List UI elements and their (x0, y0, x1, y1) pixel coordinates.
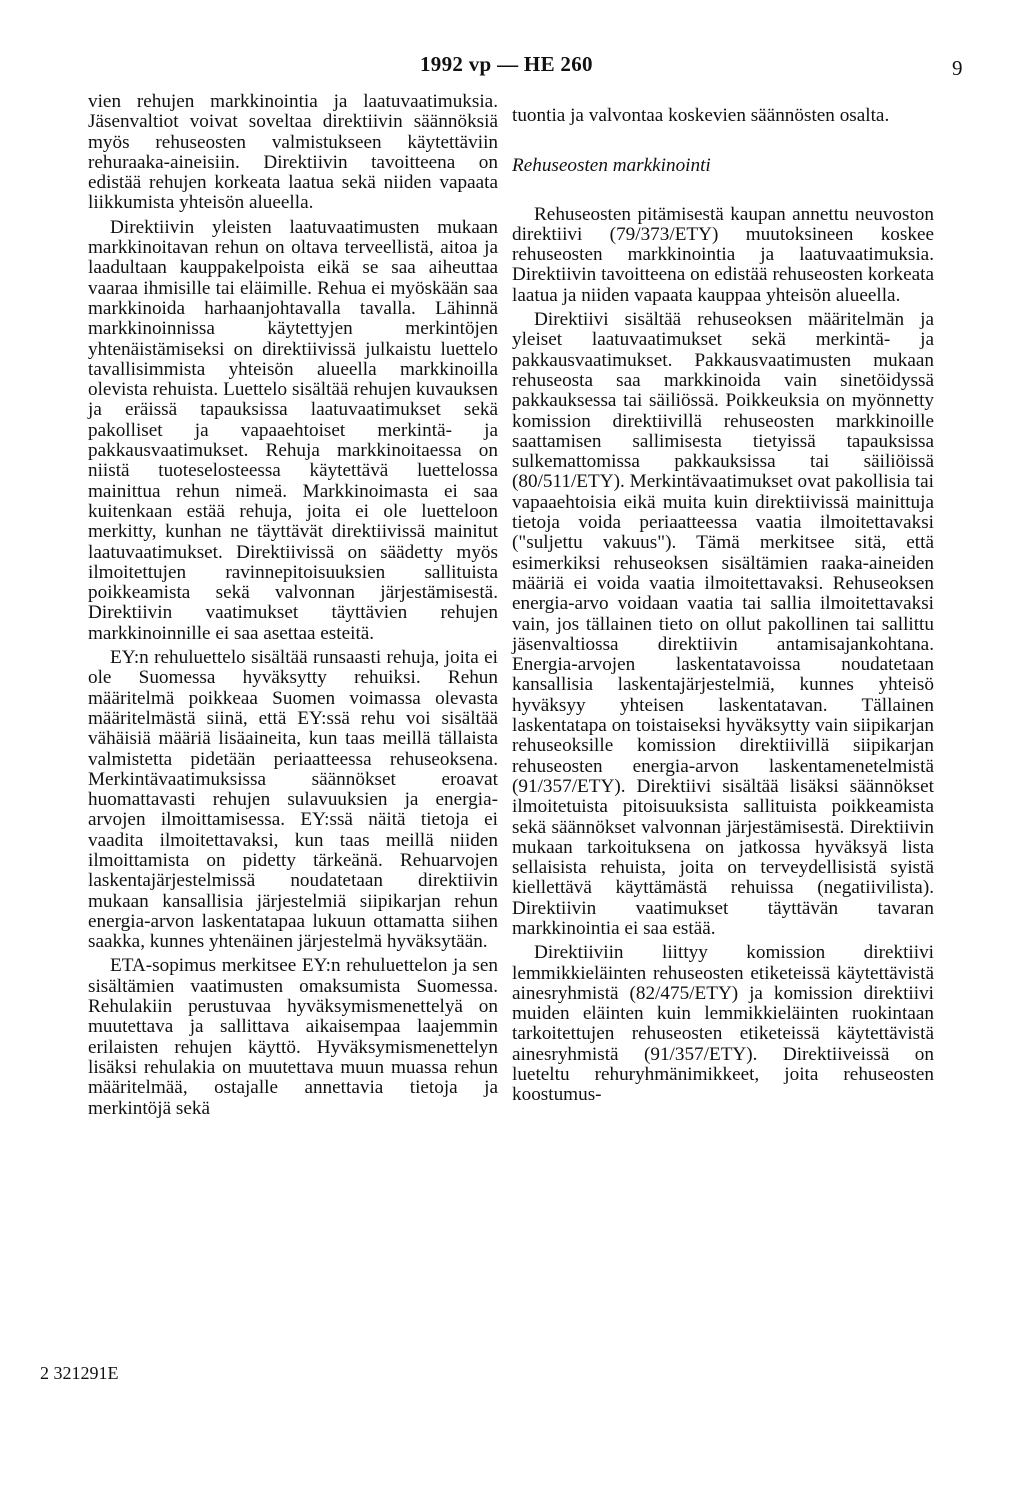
paragraph: Direktiiviin liittyy komission direktiivi lemmikkieläinten rehuseosten etiketeissä käytettävistä ainesryhmistä (82/475/ETY) ja komission direktiivi muiden eläinten kuin lemmikkieläinten ruokintaan tarkoitettujen rehuseosten etiketeissä käytettävistä ainesryhmistä (91/357/ETY). Direktiiveissä on lueteltu rehuryhmänimikkeet, joita rehuseosten koostumus- (512, 942, 934, 1106)
paragraph: vien rehujen markkinointia ja laatuvaatimuksia. Jäsenvaltiot voivat soveltaa direktiivin säännöksiä myös rehuseosten valmistukseen käytettäviin rehuraaka-aineisiin. Direktiivin tavoitteena on edistää rehujen korkeata laatua sekä niiden vapaata liikkumista yhteisön alueella. (88, 91, 498, 214)
paragraph: EY:n rehuluettelo sisältää runsaasti rehuja, joita ei ole Suomessa hyväksytty rehuiksi. Rehun määritelmä poikkeaa Suomen voimassa olevasta määritelmästä siinä, että EY:ssä rehu voi sisältää vähäisiä määriä lisäaineita, kun taas meillä tällaista valmistetta pidetään periaatteessa rehuseoksena. Merkintävaatimuksissa säännökset eroavat huomattavasti rehujen sulavuuksien ja energia-arvojen ilmoittamisessa. EY:ssä näitä tietoja ei vaadita ilmoitettavaksi, kun taas meillä niiden ilmoittamista on pidetty tärkeänä. Rehuarvojen laskentajärjestelmissä noudatetaan direktiivin mukaan kansallisia järjestelmiä siipikarjan rehun energia-arvon laskentatapaa lukuun ottamatta siihen saakka, kunnes yhtenäinen järjestelmä hyväksytään. (88, 647, 498, 953)
paragraph: Rehuseosten pitämisestä kaupan annettu neuvoston direktiivi (79/373/ETY) muutoksineen koskee rehuseosten markkinointia ja laatuvaatimuksia. Direktiivin tavoitteena on edistää rehuseosten korkeata laatua ja niiden vapaata kauppaa yhteisön alueella. (512, 203, 934, 306)
running-title: 1992 vp — HE 260 (420, 52, 593, 76)
paragraph: ETA-sopimus merkitsee EY:n rehuluettelon ja sen sisältämien vaatimusten omaksumista Suomessa. Rehulakiin perustuvaa hyväksymismenettelyä on muutettava ja sallittava aikaisempaa laajemmin erilaisten rehujen käyttö. Hyväksymismenettelyn lisäksi rehulakia on muutettava muun muassa rehun määritelmää, ostajalle annettavia tietoja ja merkintöjä sekä (88, 955, 498, 1119)
section-heading: Rehuseosten markkinointi (512, 155, 711, 177)
right-column (512, 106, 934, 1110)
page-header (0, 52, 1024, 82)
paragraph: Direktiivi sisältää rehuseoksen määritelmän ja yleiset laatuvaatimukset sekä merkintä- ja pakkausvaatimukset. Pakkausvaatimusten mukaan rehuseosta saa markkinoida vain sinetöidyssä pakkauksessa tai säiliössä. Poikkeuksia on myönnetty komission direktiivillä rehuseosten markkinoille saattamisen sallimisesta tietyissä tapauksissa sulkemattomissa pakkauksissa tai säiliöissä (80/511/ETY). Merkintävaatimukset ovat pakollisia tai vapaaehtoisia eikä muita kuin direktiivissä mainittuja tietoja voida periaatteessa vaatia ilmoitettavaksi ("suljettu vakuus"). Tämä merkitsee sitä, että esimerkiksi rehuseoksen sisältämien raaka-aineiden määriä ei voida vaatia ilmoitettavaksi. Rehuseoksen energia-arvo voidaan vaatia tai sallia ilmoitettavaksi vain, jos tällainen tieto on ollut pakollinen tai sallittu jäsenvaltiossa direktiivin antamisajankohtana. Energia-arvojen laskentatavoissa noudatetaan kansallisia laskentajärjestelmiä, kunnes yhteisö hyväksyy yhteisen laskentatavan. Tällainen laskentatapa on toistaiseksi hyväksytty vain siipikarjan rehuseoksille komission direktiivillä siipikarjan rehuseosten energia-arvon laskentamenetelmistä (91/357/ETY). Direktiivi sisältää lisäksi säännökset ilmoitetuista pitoisuuksista sallituista poikkeamista sekä säännökset valvonnan järjestämisestä. Direktiivin mukaan tarkoituksena on jatkossa hyväksyä lista sellaisista rehuista, joita on terveydellisistä syistä kiellettävä käyttämästä rehuissa (negatiivilista). Direktiivin vaatimukset täyttävän tavaran markkinointia ei saa estää. (512, 309, 934, 939)
paragraph: tuontia ja valvontaa koskevien säännösten osalta. (512, 105, 890, 126)
paragraph: Direktiivin yleisten laatuvaatimusten mukaan markkinoitavan rehun on oltava terveellistä, aitoa ja laadultaan kauppakelpoista eikä se saa aiheuttaa vaaraa ihmisille tai eläimille. Rehua ei myöskään saa markkinoida harhaanjohtavalla tavalla. Lähinnä markkinoinnissa käytettyjen merkintöjen yhtenäistämiseksi on direktiivissä julkaistu luettelo tavallisimmista yhteisön alueella markkinoilla olevista rehuista. Luettelo sisältää rehujen kuvauksen ja eräissä tapauksissa laatuvaatimukset sekä pakolliset ja vapaaehtoiset merkintä- ja pakkausvaatimukset. Rehuja markkinoitaessa on niistä tuoteselosteessa käytettävä luettelossa mainittua rehun nimeä. Markkinoimasta ei saa kuitenkaan estää rehuja, joita ei ole luetteloon merkitty, kunhan ne täyttävät direktiivissä mainitut laatuvaatimukset. Direktiivissä on säädetty myös ilmoitettujen ravinnepitoisuuksien sallituista poikkeamista sekä valvonnan järjestämisestä. Direktiivin vaatimukset täyttävien rehujen markkinoinnille ei saa asettaa esteitä. (88, 216, 498, 644)
left-column (88, 92, 498, 1123)
page-number: 9 (952, 56, 963, 80)
footer-code: 2 321291E (40, 1363, 119, 1383)
